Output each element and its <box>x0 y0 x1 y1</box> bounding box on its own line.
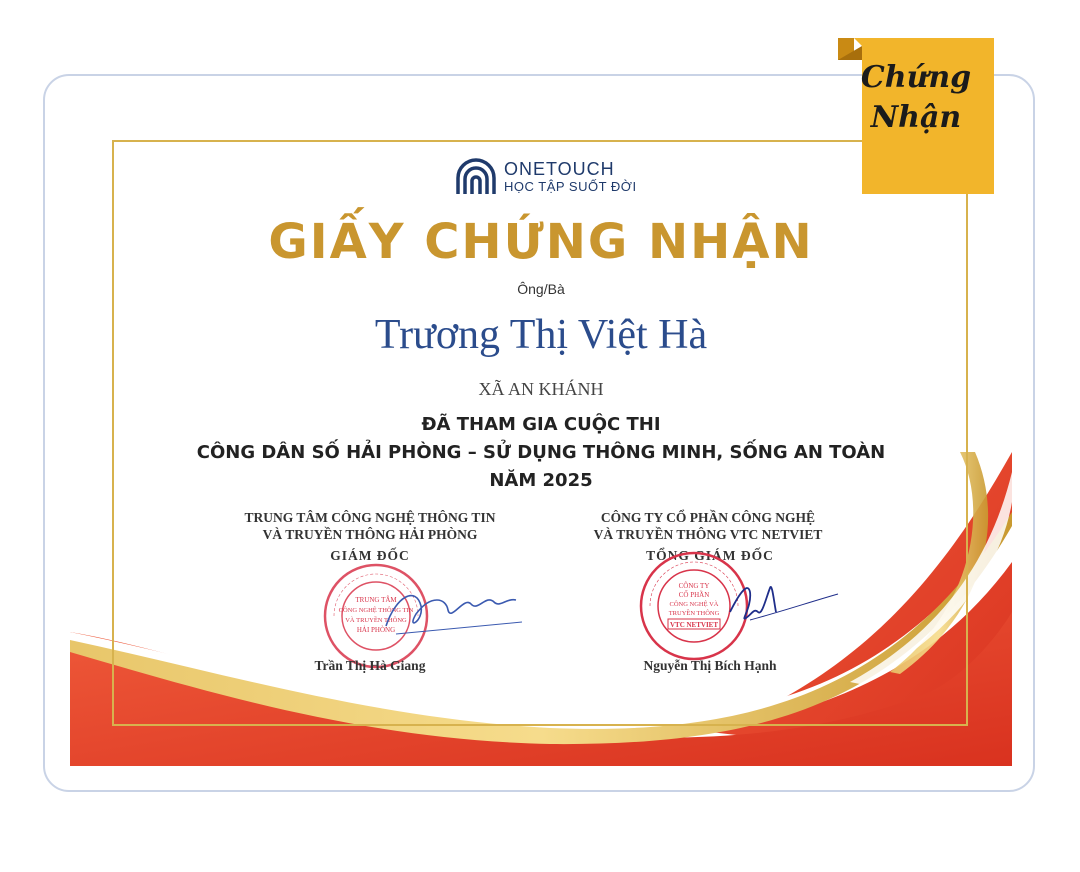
logo-tagline: HỌC TẬP SUỐT ĐỜI <box>504 179 637 194</box>
ribbon-line2: Nhận <box>870 100 962 135</box>
svg-text:TRUNG TÂM: TRUNG TÂM <box>355 596 397 604</box>
onetouch-logo <box>454 158 644 198</box>
right-org-line1: CÔNG TY CỔ PHẦN CÔNG NGHỆ <box>600 510 816 525</box>
svg-text:HẢI PHÒNG: HẢI PHÒNG <box>356 626 396 634</box>
contest-year: NĂM 2025 <box>489 470 593 491</box>
left-org-line2: VÀ TRUYỀN THÔNG HẢI PHÒNG <box>262 527 478 542</box>
svg-text:TRUYỀN THÔNG: TRUYỀN THÔNG <box>668 610 720 617</box>
svg-text:VÀ TRUYỀN THÔNG: VÀ TRUYỀN THÔNG <box>345 617 407 624</box>
left-signature <box>376 576 526 646</box>
participation-line: ĐÃ THAM GIA CUỘC THI <box>421 414 661 435</box>
right-organization <box>554 509 862 543</box>
left-organization <box>218 509 522 543</box>
ribbon-line1: Chứng <box>860 60 972 95</box>
left-role: GIÁM ĐỐC <box>330 548 410 563</box>
recipient-name: Trương Thị Việt Hà <box>374 312 708 358</box>
svg-text:CÔNG TY: CÔNG TY <box>678 582 710 590</box>
right-signer-name: Nguyễn Thị Bích Hạnh <box>643 658 777 673</box>
left-signer-name: Trần Thị Hà Giang <box>314 658 426 673</box>
svg-text:CÔNG NGHỆ THÔNG TIN: CÔNG NGHỆ THÔNG TIN <box>338 607 414 614</box>
left-org-line1: TRUNG TÂM CÔNG NGHỆ THÔNG TIN <box>244 510 496 525</box>
recipient-commune: XÃ AN KHÁNH <box>478 379 604 399</box>
logo-name: ONETOUCH <box>504 159 615 179</box>
onetouch-arch-icon <box>454 158 498 196</box>
svg-text:CỔ PHẦN: CỔ PHẦN <box>678 591 710 599</box>
right-org-line2: VÀ TRUYỀN THÔNG VTC NETVIET <box>593 527 823 542</box>
contest-name: CÔNG DÂN SỐ HẢI PHÒNG – SỬ DỤNG THÔNG MINH, SỐNG AN TOÀN <box>196 442 886 463</box>
certificate-title: GIẤY CHỨNG NHẬN <box>268 214 814 270</box>
svg-text:CÔNG NGHỆ VÀ: CÔNG NGHỆ VÀ <box>669 601 719 608</box>
right-role: TỔNG GIÁM ĐỐC <box>646 548 774 563</box>
right-signature <box>690 572 840 642</box>
ribbon-text <box>838 58 994 138</box>
honorific: Ông/Bà <box>517 281 565 297</box>
svg-text:VTC NETVIET: VTC NETVIET <box>669 621 719 629</box>
